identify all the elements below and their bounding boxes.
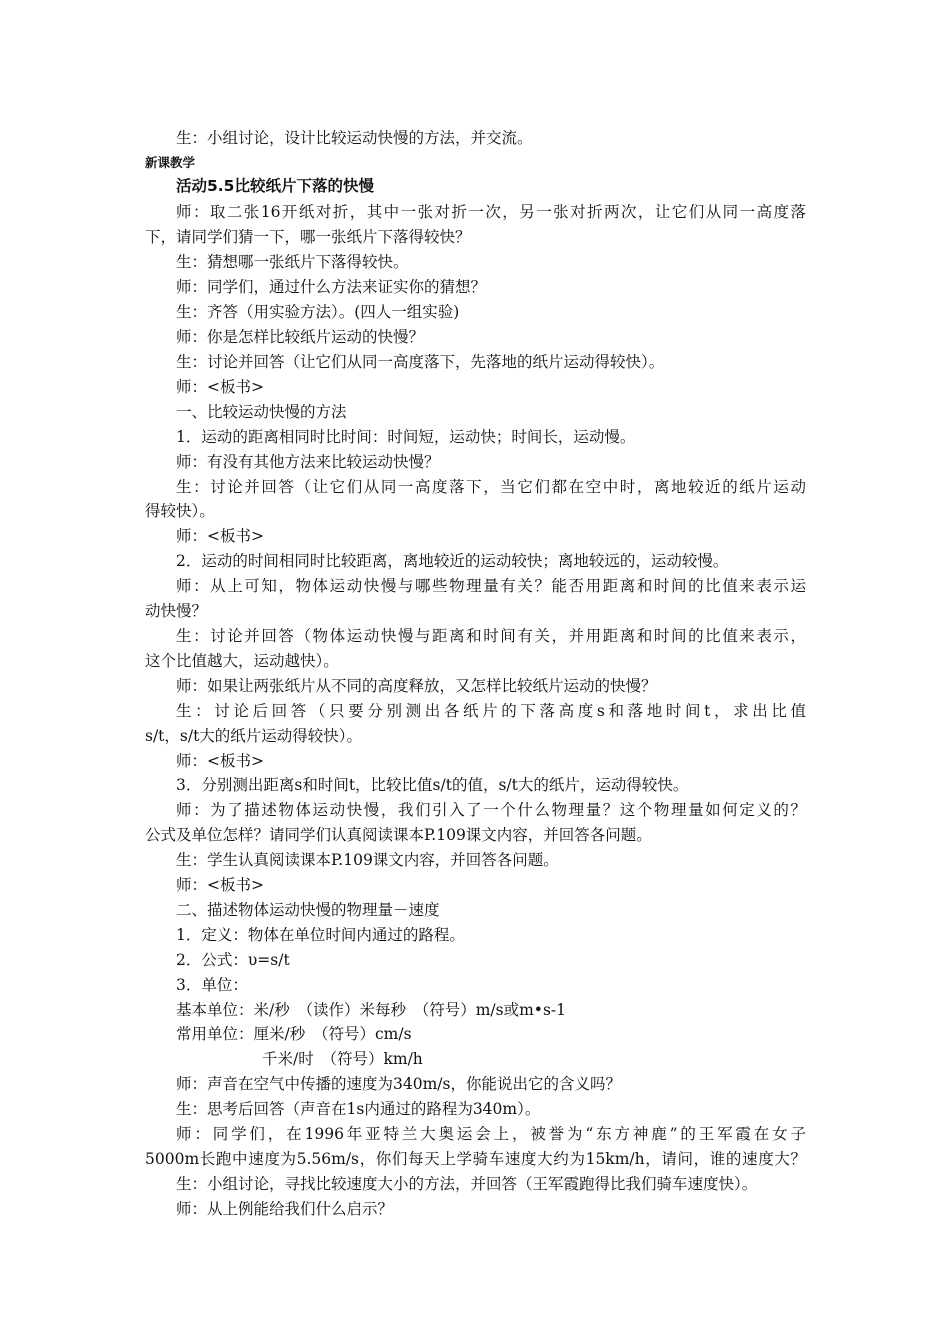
text-line: 动快慢？ [145, 602, 208, 620]
text-line: 生：讨论并回答（让它们从同一高度落下，当它们都在空中时，离地较近的纸片运动 [176, 478, 806, 496]
text-line: 生：猜想哪一张纸片下落得较快。 [176, 253, 409, 271]
text-line: 师：你是怎样比较纸片运动的快慢？ [176, 328, 425, 346]
text-line: 师：<板书> [176, 876, 264, 894]
text-line: s/t，s/t大的纸片运动得较快）。 [145, 727, 363, 745]
text-line: 师：同学们，在1996年亚特兰大奥运会上，被誉为“东方神鹿”的王军霞在女子 [176, 1125, 806, 1143]
text-line: 3．分别测出距离s和时间t，比较比值s/t的值，s/t大的纸片，运动得较快。 [176, 776, 689, 794]
text-line: 1．运动的距离相同时比时间：时间短，运动快；时间长，运动慢。 [176, 428, 636, 446]
activity-title: 活动5.5比较纸片下落的快慢 [176, 177, 374, 195]
text-line: 师：取二张16开纸对折，其中一张对折一次，另一张对折两次，让它们从同一高度落 [176, 203, 806, 221]
text-line: 生：讨论并回答（让它们从同一高度落下，先落地的纸片运动得较快）。 [176, 353, 665, 371]
text-line: 2．运动的时间相同时比较距离，离地较近的运动较快；离地较远的，运动较慢。 [176, 552, 729, 570]
text-line: 一、比较运动快慢的方法 [176, 403, 347, 421]
text-line: 生：讨论后回答（只要分别测出各纸片的下落高度s和落地时间t，求出比值 [176, 702, 806, 720]
text-line: 常用单位：厘米/秒 （符号）cm/s [176, 1025, 412, 1043]
text-line: 基本单位：米/秒 （读作）米每秒 （符号）m/s或m•s-1 [176, 1001, 566, 1019]
text-line: 3．单位： [176, 976, 248, 994]
text-line: 师：有没有其他方法来比较运动快慢？ [176, 453, 440, 471]
text-line: 师：同学们，通过什么方法来证实你的猜想？ [176, 278, 487, 296]
text-line: 生：齐答（用实验方法）。(四人一组实验) [176, 303, 460, 321]
text-line: 生：讨论并回答（物体运动快慢与距离和时间有关，并用距离和时间的比值来表示， [176, 627, 806, 645]
text-line: 下，请同学们猜一下，哪一张纸片下落得较快？ [145, 228, 471, 246]
text-line: 得较快）。 [145, 502, 215, 520]
text-line: 师：从上可知，物体运动快慢与哪些物理量有关？能否用距离和时间的比值来表示运 [176, 577, 806, 595]
text-line: 师：<板书> [176, 752, 264, 770]
text-line: 师：<板书> [176, 378, 264, 396]
text-line: 师：从上例能给我们什么启示？ [176, 1200, 394, 1218]
text-line: 师：如果让两张纸片从不同的高度释放，又怎样比较纸片运动的快慢？ [176, 677, 657, 695]
text-line: 师：为了描述物体运动快慢，我们引入了一个什么物理量？这个物理量如何定义的？ [176, 801, 806, 819]
text-line: 师：声音在空气中传播的速度为340m/s，你能说出它的含义吗？ [176, 1075, 621, 1093]
text-line: 1．定义：物体在单位时间内通过的路程。 [176, 926, 465, 944]
text-line: 师：<板书> [176, 527, 264, 545]
text-line: 千米/时 （符号）km/h [262, 1050, 423, 1068]
text-line: 2．公式：υ=s/t [176, 951, 290, 969]
text-line: 公式及单位怎样？请同学们认真阅读课本P.109课文内容，并回答各问题。 [145, 826, 652, 844]
text-line: 生：小组讨论，设计比较运动快慢的方法，并交流。 [176, 129, 533, 147]
text-line: 生：学生认真阅读课本P.109课文内容，并回答各问题。 [176, 851, 559, 869]
text-line: 二、描述物体运动快慢的物理量－速度 [176, 901, 440, 919]
text-line: 生：思考后回答（声音在1s内通过的路程为340m）。 [176, 1100, 541, 1118]
text-line: 5000m长跑中速度为5.56m/s，你们每天上学骑车速度大约为15km/h，请问，谁的速度大？ [145, 1150, 806, 1168]
section-heading: 新课教学 [145, 155, 196, 170]
text-line: 这个比值越大，运动越快）。 [145, 652, 339, 670]
text-line: 生：小组讨论，寻找比较速度大小的方法，并回答（王军霞跑得比我们骑车速度快）。 [176, 1175, 758, 1193]
